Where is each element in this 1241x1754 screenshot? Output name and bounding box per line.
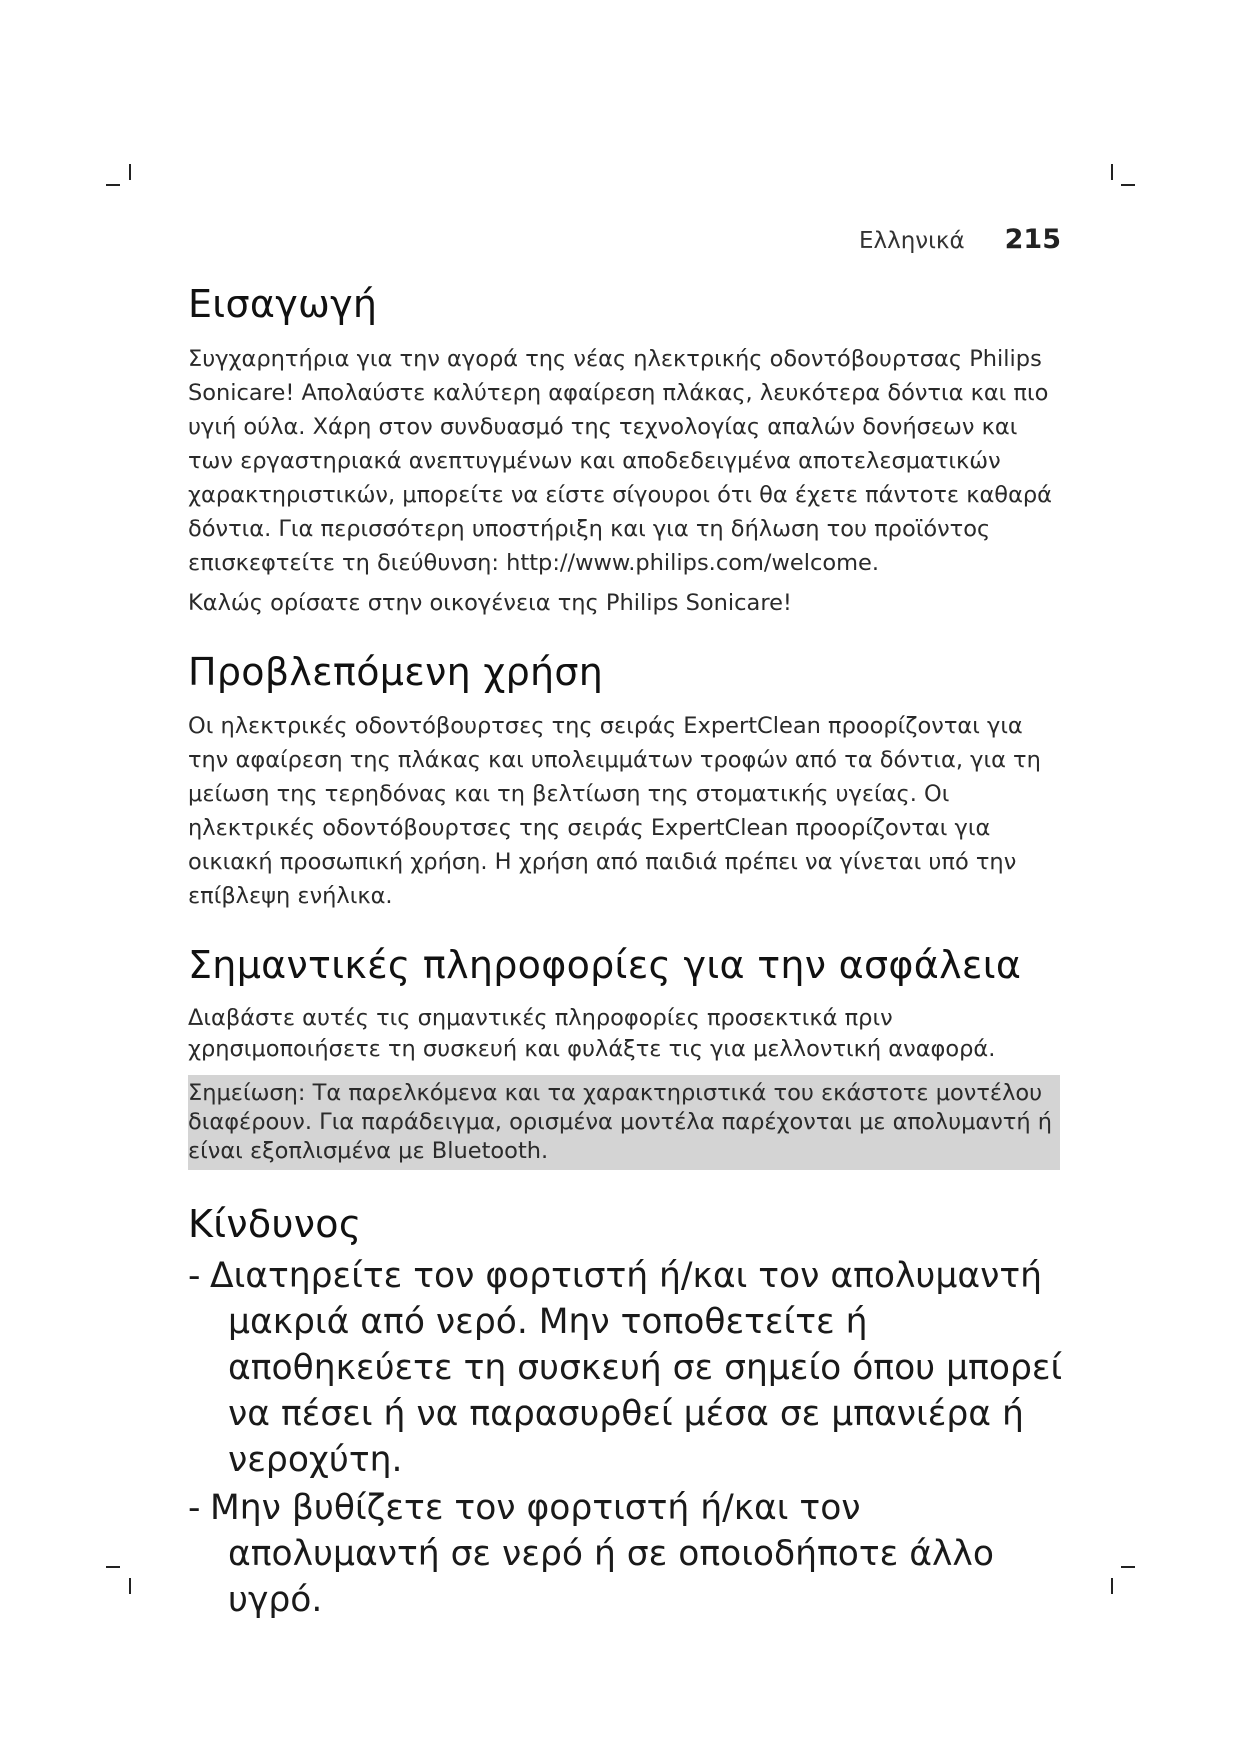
page-content [188,282,1068,1653]
heading-danger: Κίνδυνος [188,1201,362,1246]
danger-item-text: Μην βυθίζετε τον φορτιστή ή/και τον απολυμαντή σε νερό ή σε οποιοδήποτε άλλο υγρό. [210,1488,994,1621]
crop-mark-top-right-h [1121,184,1135,186]
crop-mark-bottom-left-h [106,1566,120,1568]
section-intended-use [188,650,1068,914]
header-language: Ελληνικά [858,228,965,254]
section-danger [188,1202,1068,1624]
heading-safety: Σημαντικές πληροφορίες για την ασφάλεια [188,943,1022,988]
list-dash: - [188,1488,201,1529]
page-number: 215 [1004,224,1061,255]
section-safety [188,943,1068,1170]
heading-intended-use: Προβλεπόμενη χρήση [188,649,604,694]
section-intro [188,282,1068,620]
crop-mark-bottom-right-h [1121,1566,1135,1568]
safety-note: Σημείωση: Τα παρελκόμενα και τα χαρακτηριστικά του εκάστοτε μοντέλου διαφέρουν. Για παράδειγμα, ορισμένα μοντέλα παρέχονται με απολυμαντή ή είναι εξοπλισμένα με Bluetooth. [188,1075,1060,1170]
safety-paragraph: Διαβάστε αυτές τις σημαντικές πληροφορίες προσεκτικά πριν χρησιμοποιήσετε τη συσκευή και φυλάξτε τις για μελλοντική αναφορά. [188,1004,996,1062]
list-item [188,1485,1068,1623]
crop-mark-top-left-h [106,184,120,186]
list-dash: - [188,1256,201,1297]
danger-item-text: Διατηρείτε τον φορτιστή ή/και τον απολυμαντή μακριά από νερό. Μην τοποθετείτε ή αποθηκεύετε τη συσκευή σε σημείο όπου μπορεί να πέσει ή να παρασυρθεί μέσα σε μπανιέρα ή νεροχύτη. [210,1256,1063,1481]
crop-mark-top-left-v [129,164,131,180]
intro-welcome: Καλώς ορίσατε στην οικογένεια της Philips Sonicare! [188,589,792,616]
crop-mark-top-right-v [1111,164,1113,180]
crop-mark-bottom-right-v [1111,1578,1113,1594]
heading-intro: Εισαγωγή [188,282,378,326]
list-item [188,1253,1068,1483]
intended-use-paragraph: Οι ηλεκτρικές οδοντόβουρτσες της σειράς ExpertClean προορίζονται για την αφαίρεση της πλάκας και υπολειμμάτων τροφών από τα δόντια, για τη μείωση της τερηδόνας και τη βελτίωση της στοματικής υγείας. Οι ηλεκτρικές οδοντόβουρτσες της σειράς ExpertClean προορίζονται για οικιακή προσωπική χρήση. Η χρήση από παιδιά πρέπει να γίνεται υπό την επίβλεψη ενήλικα. [188,713,1041,910]
danger-list [188,1253,1068,1623]
crop-mark-bottom-left-v [129,1578,131,1594]
intro-paragraph: Συγχαρητήρια για την αγορά της νέας ηλεκτρικής οδοντόβουρτσας Philips Sonicare! Απολαύστε καλύτερη αφαίρεση πλάκας, λευκότερα δόντια και πιο υγιή ούλα. Χάρη στον συνδυασμό της τεχνολογίας απαλών δονήσεων και των εργαστηριακά ανεπτυγμένων και αποδεδειγμένα αποτελεσματικών χαρακτηριστικών, μπορείτε να είστε σίγουροι ότι θα έχετε πάντοτε καθαρά δόντια. Για περισσότερη υποστήριξη και για τη δήλωση του προϊόντος επισκεφτείτε τη διεύθυνση: http://www.philips.com/welcome. [188,345,1053,576]
running-header [859,224,1061,255]
